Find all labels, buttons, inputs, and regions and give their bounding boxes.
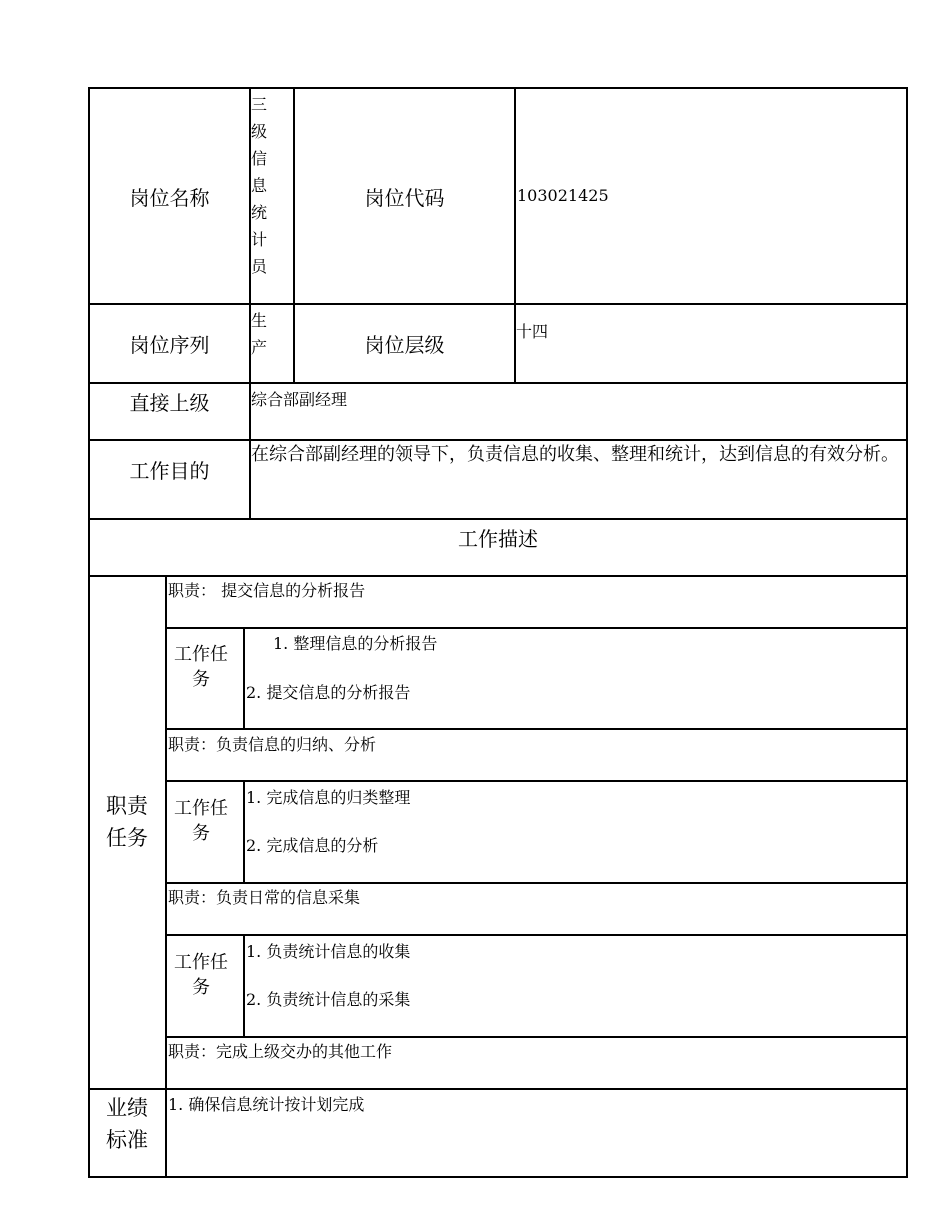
row-divider (166, 882, 908, 884)
post-sequence-value: 生产 (251, 311, 268, 357)
table-border-right (906, 87, 908, 1178)
row-divider (88, 575, 908, 577)
task-item: 2. 完成信息的分析 (246, 836, 379, 855)
task-label: 工作任务 (174, 644, 228, 690)
col-divider (165, 575, 167, 1178)
row-divider (166, 627, 908, 629)
task-item: 2. 提交信息的分析报告 (246, 683, 411, 702)
post-name-label: 岗位名称 (129, 185, 210, 210)
purpose-value: 在综合部副经理的领导下，负责信息的收集、整理和统计，达到信息的有效分析。 (251, 444, 899, 465)
row-divider (166, 1036, 908, 1038)
task-item: 1. 整理信息的分析报告 (273, 634, 438, 653)
duty-title: 职责：负责信息的归纳、分析 (168, 735, 377, 754)
post-level-label: 岗位层级 (364, 333, 445, 357)
post-code-value: 103021425 (517, 186, 609, 205)
task-item: 2. 负责统计信息的采集 (246, 990, 411, 1009)
duty-title: 职责：负责日常的信息采集 (168, 888, 361, 907)
performance-label: 业绩标准 (106, 1096, 148, 1152)
col-divider (243, 780, 245, 884)
purpose-label: 工作目的 (129, 459, 210, 483)
table-border-bottom (88, 1176, 908, 1178)
col-divider (243, 934, 245, 1038)
duties-label: 职责任务 (106, 794, 148, 850)
task-item: 1. 负责统计信息的收集 (246, 942, 411, 961)
row-divider (166, 780, 908, 782)
duty-title: 职责：完成上级交办的其他工作 (168, 1042, 393, 1061)
post-name-value: 三级信息统计员 (251, 95, 268, 276)
superior-value: 综合部副经理 (251, 390, 348, 409)
row-divider (166, 934, 908, 936)
superior-label: 直接上级 (129, 390, 210, 415)
task-item: 1. 完成信息的归类整理 (246, 788, 411, 807)
row-divider (88, 1088, 908, 1090)
performance-item: 1. 确保信息统计按计划完成 (168, 1095, 365, 1114)
post-code-label: 岗位代码 (364, 185, 445, 210)
task-label: 工作任务 (174, 798, 228, 844)
post-sequence-label: 岗位序列 (129, 333, 210, 357)
duty-title: 职责： 提交信息的分析报告 (168, 581, 366, 600)
post-level-value: 十四 (516, 322, 549, 341)
row-divider (166, 728, 908, 730)
col-divider (243, 627, 245, 730)
work-description-title: 工作描述 (458, 526, 538, 551)
task-label: 工作任务 (174, 952, 228, 998)
